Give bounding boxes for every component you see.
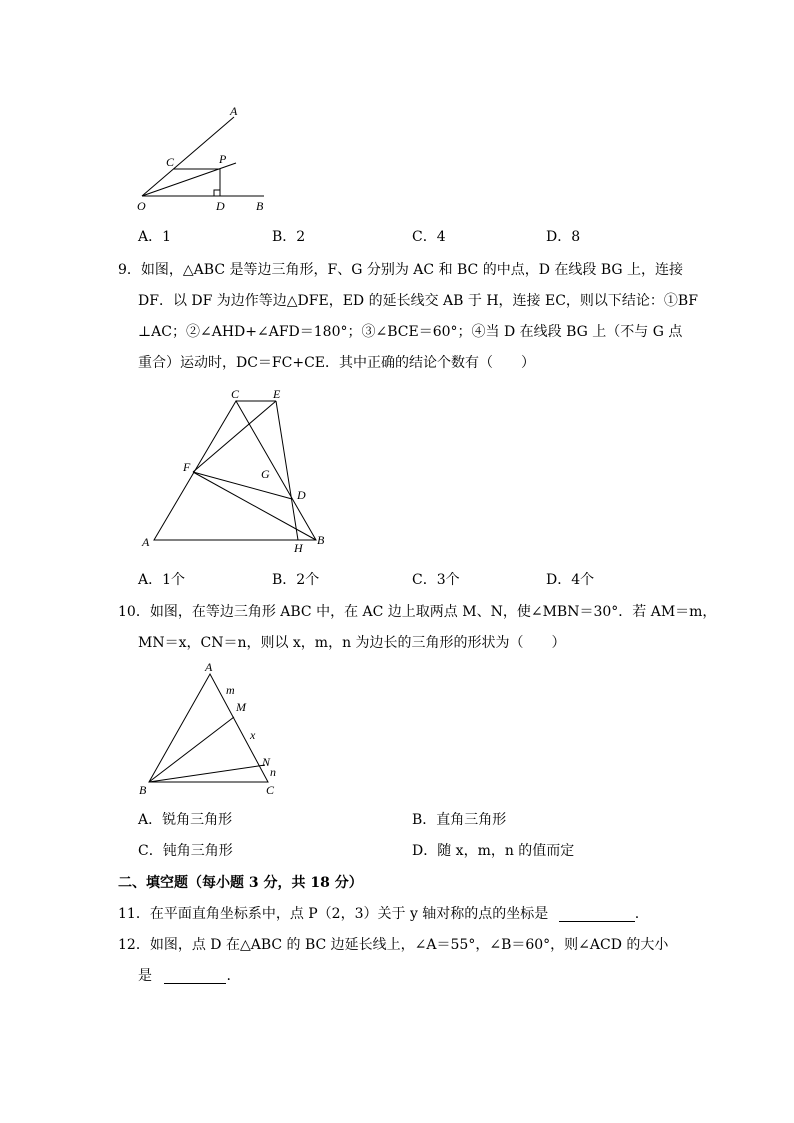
q10-option-b[interactable]: B．直角三角形 (412, 812, 507, 828)
q12-end: . (226, 968, 231, 984)
q10-text-line-2: MN＝x，CN＝n，则以 x，m，n 为边长的三角形的形状为（ ） (138, 635, 566, 651)
q12-answer-blank[interactable] (164, 969, 226, 984)
q11-end: . (634, 906, 640, 922)
q8-label-o: O (137, 199, 146, 213)
q8-option-a[interactable]: A．1 (138, 229, 172, 245)
q10-label-m: M (236, 700, 246, 714)
q10-segment-bm (149, 717, 234, 782)
q8-ray-op (142, 163, 236, 196)
q9-text-line-1: 9．如图，△ABC 是等边三角形，F、G 分别为 AC 和 BC 的中点，D 在线段 BG 上，连接 (118, 262, 684, 278)
q8-label-c: C (166, 155, 175, 169)
q9-label-b: B (317, 533, 325, 547)
q11-answer-blank[interactable] (559, 907, 635, 922)
q9-label-a: A (142, 535, 150, 549)
q12-text-line-1: 12．如图，点 D 在△ABC 的 BC 边延长线上，∠A＝55°，∠B＝60°，则∠ACD 的大小 (118, 937, 669, 953)
q10-option-a[interactable]: A．锐角三角形 (138, 812, 233, 828)
q8-option-b[interactable]: B．2 (272, 229, 306, 245)
q10-figure (130, 658, 290, 803)
q9-option-a[interactable]: A．1个 (138, 572, 186, 588)
section-2-title: 二、填空题（每小题 3 分，共 18 分） (118, 875, 363, 891)
q10-label-n: N (262, 755, 271, 769)
q9-figure (130, 382, 340, 557)
q8-diagram (130, 100, 280, 215)
q10-label-n-small: n (270, 765, 276, 779)
q8-option-c[interactable]: C．4 (412, 229, 446, 245)
q9-text-line-3: ⊥AC；②∠AHD+∠AFD＝180°；③∠BCE＝60°；④当 D 在线段 BG 上（不与 G 点 (138, 324, 683, 340)
q9-label-e: E (273, 387, 281, 401)
q9-text-line-4: 重合）运动时，DC＝FC+CE．其中正确的结论个数有（ ） (138, 355, 536, 371)
q8-label-a: A (230, 104, 238, 118)
q10-option-c[interactable]: C．钝角三角形 (138, 843, 233, 859)
q9-triangle-abc (154, 401, 316, 540)
q12-line-2 (138, 968, 231, 984)
q9-label-d: D (297, 488, 306, 502)
q9-option-c[interactable]: C．3个 (412, 572, 460, 588)
q8-label-p: P (219, 152, 227, 166)
q9-label-f: F (183, 460, 191, 474)
q8-label-d: D (216, 199, 225, 213)
q8-figure (130, 100, 280, 215)
q10-text-line-1: 10．如图，在等边三角形 ABC 中，在 AC 边上取两点 M、N，使∠MBN＝30°．若 AM＝m， (118, 604, 717, 620)
q9-label-g: G (261, 467, 270, 481)
q11-text: 11．在平面直角坐标系中，点 P（2，3）关于 y 轴对称的点的坐标是 (118, 906, 549, 922)
q11-line (118, 906, 639, 922)
q9-label-c: C (231, 387, 240, 401)
q9-diagram (130, 382, 340, 557)
q10-label-x: x (250, 728, 256, 742)
q9-segment-fb (193, 472, 316, 540)
q10-label-b: B (139, 783, 147, 797)
q9-option-d[interactable]: D．4个 (546, 572, 595, 588)
q9-option-b[interactable]: B．2个 (272, 572, 320, 588)
q10-label-a: A (205, 660, 213, 674)
q10-segment-bn (149, 765, 265, 782)
q8-right-angle-mark (214, 190, 220, 196)
q10-diagram (130, 658, 290, 803)
q9-segment-fd (193, 472, 292, 499)
q8-option-d[interactable]: D．8 (546, 229, 581, 245)
q8-label-b: B (256, 199, 264, 213)
q10-label-m-small: m (226, 683, 235, 697)
q10-label-c: C (266, 783, 275, 797)
q9-segment-ef (193, 401, 276, 472)
q9-label-h: H (294, 541, 303, 555)
q9-text-line-2: DF．以 DF 为边作等边△DFE，ED 的延长线交 AB 于 H，连接 EC，则以下结论：①BF (138, 293, 698, 309)
q12-text-line-2: 是 (138, 968, 152, 984)
q10-option-d[interactable]: D．随 x，m，n 的值而定 (412, 843, 575, 859)
